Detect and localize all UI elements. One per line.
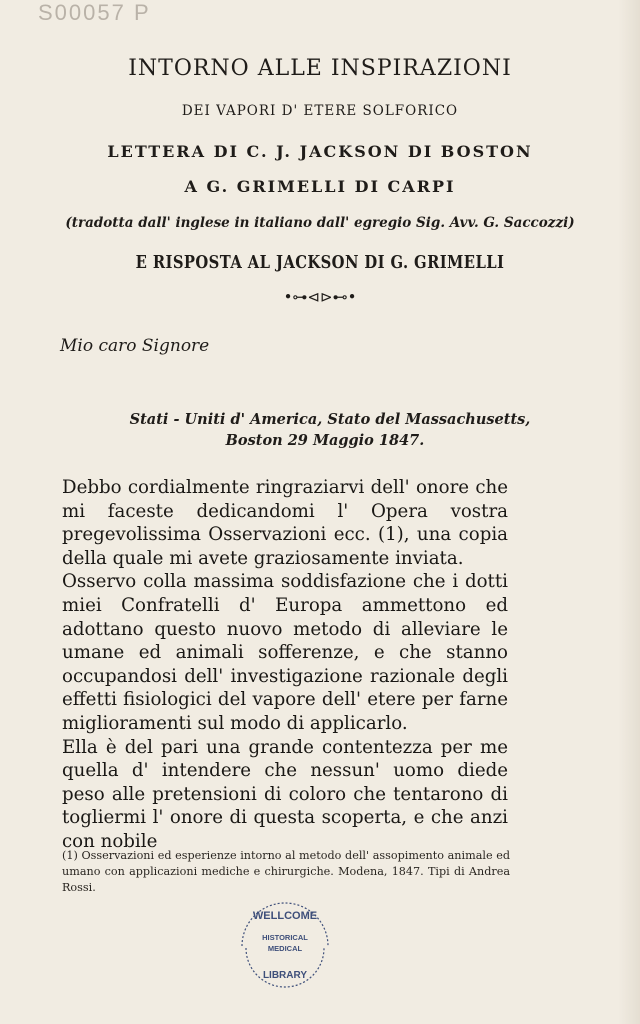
stamp-bottom-text: LIBRARY	[262, 970, 308, 981]
stamp-middle-1: HISTORICAL	[262, 933, 308, 942]
pencil-mark: S00057 P	[38, 0, 151, 25]
dateline-place: Stati - Uniti d' America, Stato del Massachusetts,	[129, 411, 531, 428]
dateline-date: Boston 29 Maggio 1847.	[225, 432, 425, 449]
paragraph-2: Osservo colla massima soddisfazione che i dotti miei Confratelli d' Europa ammettono ed adottano questo nuovo metodo di alleviare le umane ed animali sofferenze, e che stanno occupandosi dell' investigazione razionale degli effetti fisiologici del vapore dell' etere per farne miglioramenti sul modo di applicarlo.	[62, 571, 508, 734]
document-title: INTORNO ALLE INSPIRAZIONI	[128, 56, 512, 81]
document-subtitle: DEI VAPORI D' ETERE SOLFORICO	[181, 103, 459, 119]
library-stamp	[236, 898, 334, 988]
ornament-divider: •⊶⊲⊳⊷•	[283, 288, 357, 306]
reply-line: E RISPOSTA AL JACKSON DI G. GRIMELLI	[135, 252, 505, 273]
footnote: (1) Osservazioni ed esperienze intorno al metodo dell' assopimento animale ed umano con applicazioni mediche e chirurgiche. Modena, 1847. Tipi di Andrea Rossi.	[62, 849, 510, 894]
paragraph-3: Ella è del pari una grande contentezza per me quella d' intendere che nessun' uomo diede peso alle pretensioni di coloro che tentarono di togliermi l' onore di questa scoperta, e che anzi con nobile	[62, 736, 508, 852]
recipient-line: A G. GRIMELLI DI CARPI	[184, 177, 456, 196]
stamp-top-text: WELLCOME	[252, 910, 318, 922]
letter-author-line: LETTERA DI C. J. JACKSON DI BOSTON	[107, 142, 533, 161]
salutation: Mio caro Signore	[60, 336, 210, 356]
letter-body	[62, 476, 508, 854]
paragraph-1: Debbo cordialmente ringraziarvi dell' onore che mi faceste dedicandomi l' Opera vostra pregevolissima Osservazioni ecc. (1), una copia della quale mi avete graziosamente inviata.	[62, 477, 508, 569]
stamp-middle-2: MEDICAL	[267, 944, 303, 953]
translation-note: (tradotta dall' inglese in italiano dall' egregio Sig. Avv. G. Saccozzi)	[65, 215, 575, 231]
